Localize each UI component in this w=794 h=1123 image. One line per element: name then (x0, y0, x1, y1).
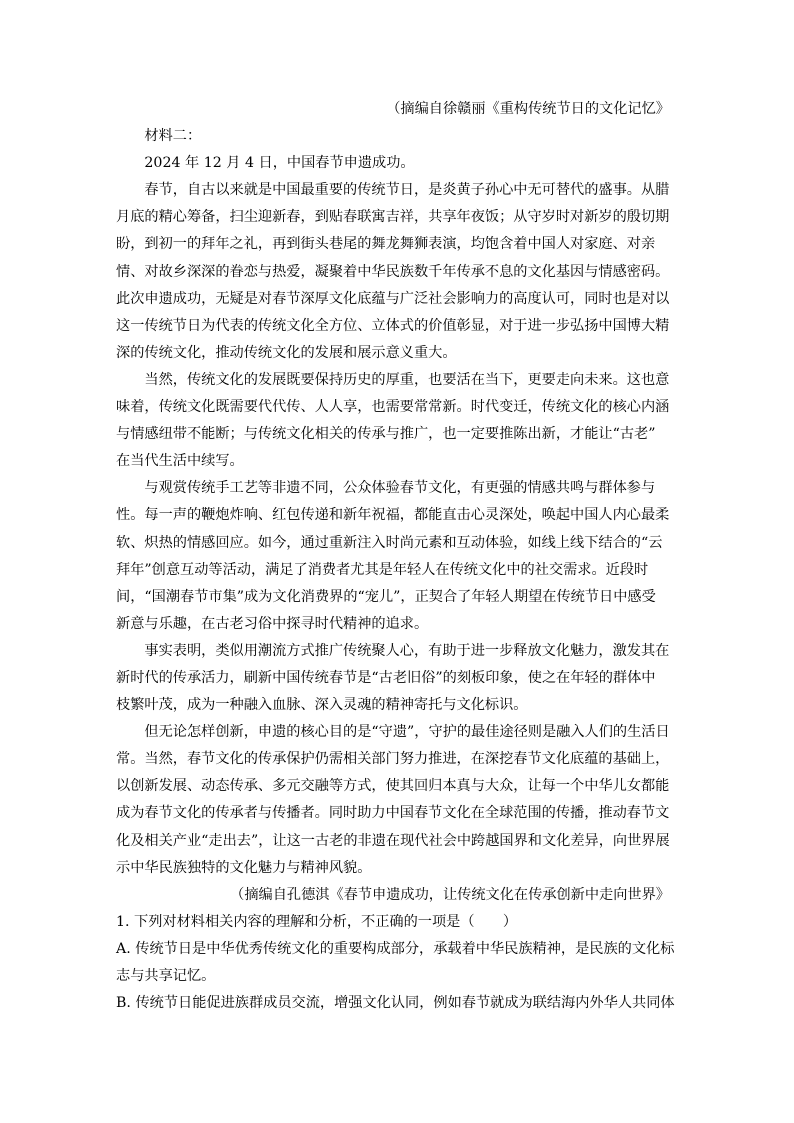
text-line: 盼，到初一的拜年之礼，再到街头巷尾的舞龙舞狮表演，均饱含着中国人对家庭、对亲 (116, 236, 656, 253)
text-line: 但无论怎样创新，申遗的核心目的是“守遗”，守护的最佳途径则是融入人们的生活日 (144, 724, 670, 741)
text-line: B. 传统节日能促进族群成员交流，增强文化认同，例如春节就成为联结海内外华人共同体 (116, 995, 675, 1012)
document-page (116, 96, 675, 1017)
text-line: 事实表明，类似用潮流方式推广传统聚人心，有助于进一步释放文化魅力，激发其在 (144, 642, 670, 659)
paragraph-1 (116, 177, 670, 367)
text-line: 常。当然，春节文化的传承保护仍需相关部门努力推进，在深挖春节文化底蕴的基础上， (116, 751, 670, 768)
text-line: 枝繁叶茂，成为一种融入血脉、深入灵魂的精神寄托与文化标识。 (116, 697, 528, 714)
text-line: 月底的精心筹备，扫尘迎新春，到贴春联寓吉祥，共享年夜饭；从守岁时对新岁的殷切期 (116, 209, 670, 226)
text-line: 间，“国潮春节市集”成为文化消费界的“宠儿”，正契合了年轻人期望在传统节日中感受 (116, 588, 656, 605)
paragraph-date: 2024 年 12 月 4 日，中国春节申遗成功。 (144, 155, 415, 172)
paragraph-3 (116, 475, 670, 638)
text-line: 化及相关产业“走出去”，让这一古老的非遗在现代社会中跨越国界和文化差异，向世界展 (116, 832, 670, 849)
text-line: 志与共享记忆。 (116, 968, 216, 984)
text-line: 新时代的传承活力，刷新中国传统春节是“古老旧俗”的刻板印象，使之在年轻的群体中 (116, 669, 656, 686)
material-2-heading: 材料二： (144, 128, 202, 145)
text-line: 与观赏传统手工艺等非遗不同，公众体验春节文化，有更强的情感共鸣与群体参与 (144, 480, 656, 497)
text-line: 以创新发展、动态传承、多元交融等方式，使其回归本真与大众，让每一个中华儿女都能 (116, 778, 670, 795)
text-line: 性。每一声的鞭炮炸响、红包传递和新年祝福，都能直击心灵深处，唤起中国人内心最柔 (116, 507, 670, 524)
text-line: 情、对故乡深深的眷恋与热爱，凝聚着中华民族数千年传承不息的文化基因与情感密码。 (116, 263, 670, 280)
text-line: 春节，自古以来就是中国最重要的传统节日，是炎黄子孙心中无可替代的盛事。从腊 (144, 182, 670, 199)
text-line: A. 传统节日是中华优秀传统文化的重要构成部分，承载着中华民族精神，是民族的文化标 (116, 940, 675, 957)
text-line: 味着，传统文化既需要代代传、人人享，也需要常常新。时代变迁，传统文化的核心内涵 (116, 399, 670, 416)
text-line: 这一传统节日为代表的传统文化全方位、立体式的价值彰显，对于进一步弘扬中国博大精 (116, 317, 670, 334)
paragraph-4 (116, 638, 670, 719)
paragraph-2 (116, 367, 670, 475)
text-line: 拜年”创意互动等活动，满足了消费者尤其是年轻人在传统文化中的社交需求。近段时 (116, 561, 649, 578)
option-a (116, 936, 675, 990)
text-line: 新意与乐趣，在古老习俗中探寻时代精神的追求。 (116, 615, 429, 632)
source-citation-2: （摘编自孔德淇《春节申遗成功，让传统文化在传承创新中走向世界》 (230, 886, 670, 903)
text-line: 在当代生活中续写。 (116, 453, 244, 470)
text-line: 软、炽热的情感回应。如今，通过重新注入时尚元素和互动体验，如线上线下结合的“云 (116, 534, 663, 551)
question-1: 1. 下列对材料相关内容的理解和分析，不正确的一项是（ ） (116, 913, 518, 930)
source-citation-1: （摘编自徐赣丽《重构传统节日的文化记忆》 (386, 101, 670, 117)
text-line: 深的传统文化，推动传统文化的发展和展示意义重大。 (116, 344, 457, 361)
text-line: 此次申遗成功，无疑是对春节深厚文化底蕴与广泛社会影响力的高度认可，同时也是对以 (116, 290, 670, 307)
text-line: 当然，传统文化的发展既要保持历史的厚重，也要活在当下，更要走向未来。这也意 (144, 371, 670, 388)
paragraph-5 (116, 719, 670, 882)
text-line: 成为春节文化的传承者与传播者。同时助力中国春节文化在全球范围的传播，推动春节文 (116, 805, 670, 822)
text-line: 与情感纽带不能断；与传统文化相关的传承与推广，也一定要推陈出新，才能让“古老” (116, 426, 656, 443)
text-line: 示中华民族独特的文化魅力与精神风貌。 (116, 859, 372, 876)
option-b (116, 990, 675, 1017)
